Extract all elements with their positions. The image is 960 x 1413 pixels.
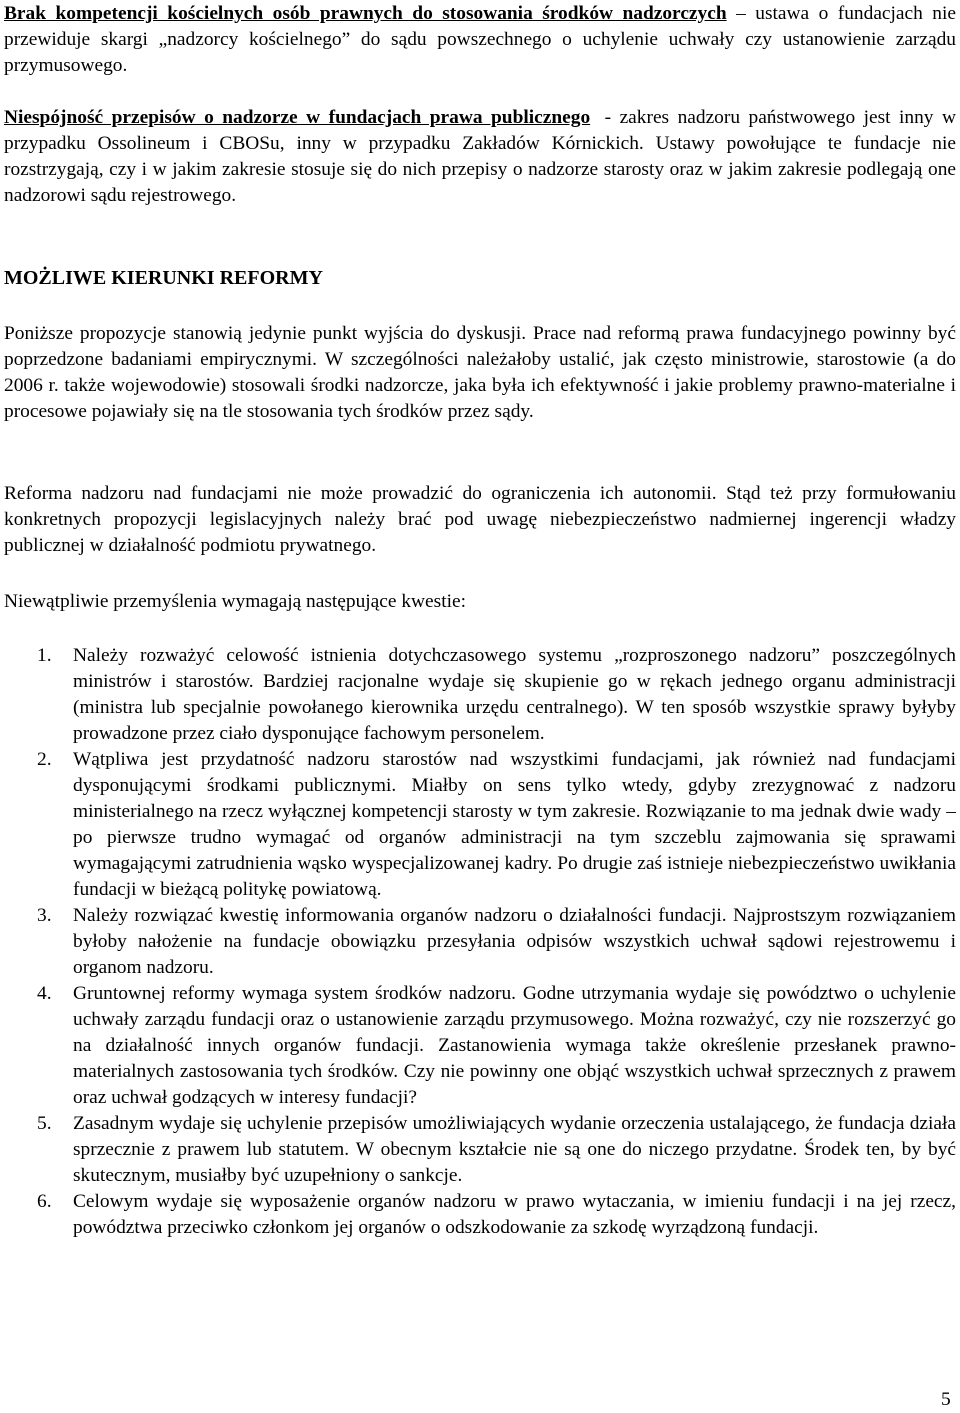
list-item-text: Należy rozważyć celowość istnienia dotychczasowego systemu „rozproszonego nadzoru” poszczególnych ministrów i starostów. Bardziej racjonalne wydaje się skupienie go w rękach jednego organu administracji (ministra lub specjalnie powołanego kierownika urzędu centralnego). W ten sposób wszystkie sprawy byłyby prowadzone przez ciało dysponujące fachowym personelem. [73,645,956,744]
list-item-number: 6. [37,1191,52,1212]
paragraph-church-competence-text: – ustawa o fundacjach nie przewiduje skargi „nadzorcy kościelnego” do sądu powszechnego o uchylenie uchwały czy ustanowienie zarządu przymusowego. [4,3,957,76]
list-item-text: Należy rozwiązać kwestię informowania organów nadzoru o działalności fundacji. Najprostszym rozwiązaniem byłoby nałożenie na fundacje obowiązku przesyłania odpisów wszystkich uchwał sądowi rejestrowemu i organom nadzoru. [73,905,956,978]
list-item [4,1111,956,1189]
paragraph-proposals: Poniższe propozycje stanowią jedynie punkt wyjścia do dyskusji. Prace nad reformą prawa fundacyjnego powinny być poprzedzone badaniami empirycznymi. W szczególności należałoby ustalić, jak często ministrowie, starostowie (a do 2006 r. także wojewodowie) stosowali środki nadzorcze, jaka była ich efektywność i jakie problemy prawno-materialne i procesowe pojawiały się na tle stosowania tych środków przez sądy. [4,323,956,422]
page-number: 5 [941,1389,951,1410]
list-item-number: 4. [37,983,52,1004]
paragraph-incoherence [4,105,956,209]
list-item [4,747,956,903]
paragraph-autonomy: Reforma nadzoru nad fundacjami nie może prowadzić do ograniczenia ich autonomii. Stąd też przy formułowaniu konkretnych propozycji legislacyjnych należy brać pod uwagę niebezpieczeństwo nadmiernej ingerencji władzy publicznej w działalność podmiotu prywatnego. [4,483,956,556]
issues-list [4,643,956,1241]
list-item-number: 1. [37,645,52,666]
list-item-text: Wątpliwa jest przydatność nadzoru starostów nad wszystkimi fundacjami, jak również nad fundacjami dysponującymi środkami publicznymi. Miałby on sens tylko wtedy, gdyby zrezygnować z nadzoru ministerialnego na rzecz wyłącznej kompetencji starosty w tym zakresie. Rozwiązanie to ma jednak dwie wady – po pierwsze trudno wymagać od organów administracji na tym szczeblu zajmowania się sprawami wymagającymi zatrudnienia wąsko wyspecjalizowanej kadry. Po drugie zaś istnieje niebezpieczeństwo uwikłania fundacji w bieżącą politykę powiatową. [73,749,956,900]
inline-heading-church-competence: Brak kompetencji kościelnych osób prawnych do stosowania środków nadzorczych [4,3,727,24]
paragraph-incoherence-text: - zakres nadzoru państwowego jest inny w przypadku Ossolineum i CBOSu, inny w przypadku Zakładów Kórnickich. Ustawy powołujące te fundacje nie rozstrzygają, czy i w jakim zakresie stosuje się do nich przepisy o nadzorze starosty oraz w jakim zakresie podlegają one nadzorowi sądu rejestrowego. [4,107,956,206]
list-item-number: 3. [37,905,52,926]
list-item [4,981,956,1111]
section-heading-reform: MOŻLIWE KIERUNKI REFORMY [4,267,323,289]
list-item-text: Gruntownej reformy wymaga system środków nadzoru. Godne utrzymania wydaje się powództwo o uchylenie uchwały zarządu fundacji oraz o ustanowienie zarządu przymusowego. Można rozważyć, czy nie rozszerzyć go na działalność innych organów fundacji. Zastanowienia wymaga także określenie przesłanek prawno-materialnych zastosowania tych środków. Czy nie powinny one objąć wszystkich uchwał sprzecznych z prawem oraz uchwał godzących w interesy fundacji? [73,983,956,1108]
inline-heading-incoherence: Niespójność przepisów o nadzorze w fundacjach prawa publicznego [4,107,591,128]
list-item-number: 2. [37,749,52,770]
list-item [4,903,956,981]
list-item [4,643,956,747]
paragraph-issues-intro: Niewątpliwie przemyślenia wymagają następujące kwestie: [4,591,466,612]
list-item [4,1189,956,1241]
list-item-number: 5. [37,1113,52,1134]
list-item-text: Zasadnym wydaje się uchylenie przepisów umożliwiających wydanie orzeczenia ustalającego, że fundacja działa sprzecznie z prawem lub statutem. W obecnym kształcie nie są one do niczego przydatne. Środek ten, by być skutecznym, musiałby być uzupełniony o sankcje. [73,1113,956,1186]
paragraph-church-competence [4,1,956,79]
list-item-text: Celowym wydaje się wyposażenie organów nadzoru w prawo wytaczania, w imieniu fundacji i na jej rzecz, powództwa przeciwko członkom jej organów o odszkodowanie za szkodę wyrządzoną fundacji. [73,1191,956,1238]
